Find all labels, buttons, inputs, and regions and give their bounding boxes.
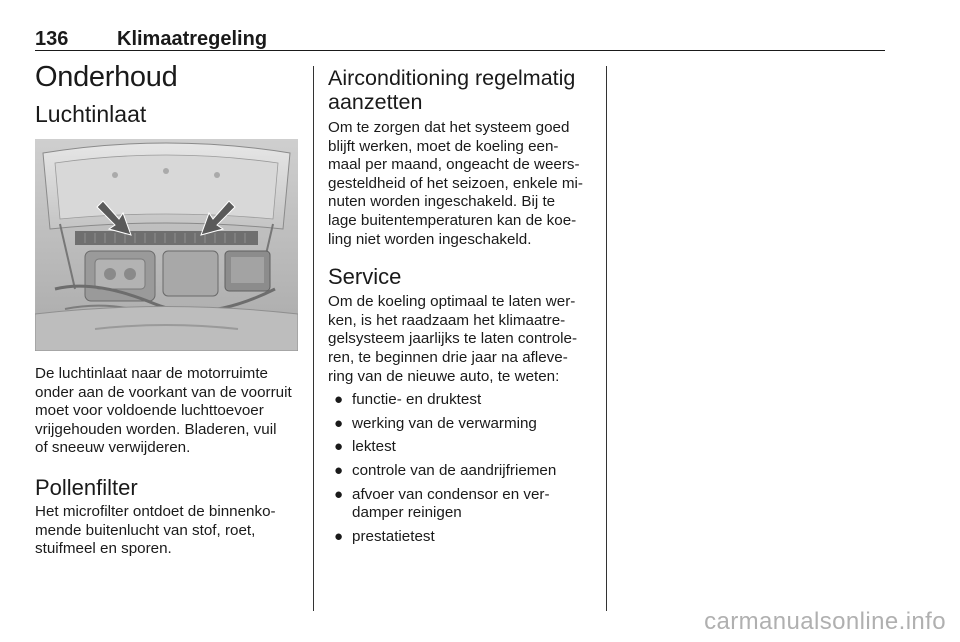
bullet-icon: ● (334, 438, 344, 456)
text-line: ring van de nieuwe auto, te weten: (328, 367, 560, 385)
luchtinlaat-paragraph (35, 365, 300, 458)
page-header (35, 28, 885, 52)
column-divider-2 (606, 66, 607, 611)
list-item (328, 462, 593, 481)
bullet-icon: ● (334, 485, 344, 503)
text-line: blijft werken, moet de koeling een- (328, 137, 559, 155)
bullet-icon: ● (334, 461, 344, 479)
engine-bay-illustration (35, 139, 298, 351)
list-item (328, 438, 593, 457)
column-divider-1 (313, 66, 314, 611)
text-line: lage buitentemperaturen kan de koe- (328, 211, 577, 229)
chapter-title: Klimaatregeling (117, 28, 268, 50)
bullet-icon: ● (334, 391, 344, 409)
list-item (328, 391, 593, 410)
list-item-text: prestatietest (352, 527, 435, 545)
text-line: ling niet worden ingeschakeld. (328, 230, 532, 248)
list-item (328, 486, 593, 523)
list-item-text: afvoer van condensor en ver- (352, 485, 550, 503)
text-line: onder aan de voorkant van de voorruit (35, 383, 292, 401)
heading-line: Airconditioning regelmatig (328, 66, 576, 90)
header-rule (35, 50, 885, 51)
airco-paragraph (328, 119, 593, 249)
text-line: stuifmeel en sporen. (35, 540, 172, 558)
left-column (35, 60, 300, 126)
pollenfilter-paragraph (35, 503, 300, 559)
service-heading: Service (328, 264, 402, 290)
right-column (328, 66, 593, 546)
text-line: ren, te beginnen drie jaar na afleve- (328, 348, 568, 366)
airco-heading (328, 66, 593, 114)
text-line: maal per maand, ongeacht de weers- (328, 156, 580, 174)
text-line: mende buitenlucht van stof, roet, (35, 521, 256, 539)
text-line: moet voor voldoende luchttoevoer (35, 402, 264, 420)
list-item (328, 415, 593, 434)
engine-bay-drawing (35, 139, 298, 351)
text-line: ken, is het raadzaam het klimaatre- (328, 311, 566, 329)
luchtinlaat-heading: Luchtinlaat (35, 101, 147, 127)
list-item (328, 528, 593, 547)
text-line: of sneeuw verwijderen. (35, 439, 191, 457)
text-line: gesteldheid of het seizoen, enkele mi- (328, 174, 583, 192)
list-item-text: werking van de verwarming (352, 414, 537, 432)
service-paragraph (328, 293, 593, 386)
heading-line: aanzetten (328, 90, 423, 114)
list-item-text: controle van de aandrijfriemen (352, 461, 557, 479)
text-line: nuten worden ingeschakeld. Bij te (328, 193, 556, 211)
watermark: carmanualsonline.info (704, 608, 946, 635)
text-line: Het microfilter ontdoet de binnenko- (35, 502, 276, 520)
section-title: Onderhoud (35, 61, 178, 93)
pollenfilter-heading: Pollenfilter (35, 474, 138, 500)
luchtinlaat-text-block (35, 365, 300, 559)
text-line: Om te zorgen dat het systeem goed (328, 119, 570, 136)
list-item-text: damper reinigen (352, 504, 462, 522)
text-line: vrijgehouden worden. Bladeren, vuil (35, 420, 277, 438)
text-line: Om de koeling optimaal te laten wer- (328, 293, 576, 311)
bullet-icon: ● (334, 414, 344, 432)
service-checklist (328, 391, 593, 546)
bullet-icon: ● (334, 527, 344, 545)
list-item-text: lektest (352, 438, 396, 456)
page-number: 136 (35, 28, 69, 50)
text-line: gelsysteem jaarlijks te laten controle- (328, 330, 578, 348)
list-item-text: functie- en druktest (352, 391, 482, 409)
text-line: De luchtinlaat naar de motorruimte (35, 365, 268, 382)
